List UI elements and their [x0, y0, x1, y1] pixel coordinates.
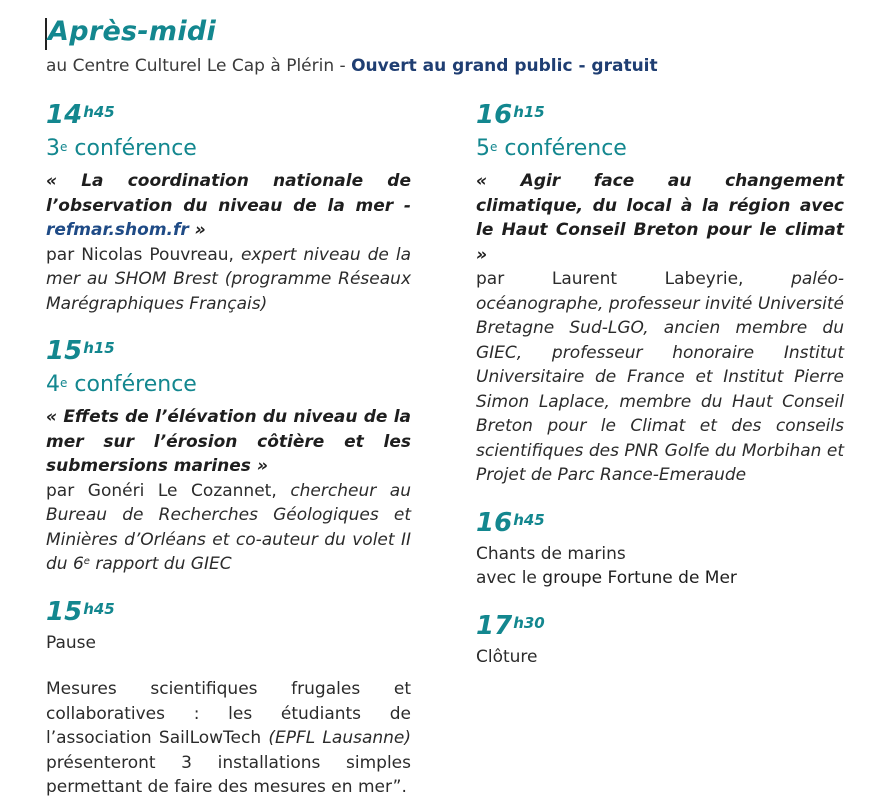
speaker-line — [46, 243, 411, 317]
performer-line — [476, 566, 844, 591]
ordinal-suffix: e — [60, 376, 68, 390]
venue-text: au Centre Culturel Le Cap à Plérin - — [46, 56, 352, 76]
conference-ordinal: 4 — [46, 372, 60, 397]
session-1730 — [476, 611, 844, 670]
talk-title-close: » — [188, 220, 206, 240]
conference-number — [46, 134, 411, 164]
text-cursor — [45, 18, 47, 50]
time-minutes: h30 — [513, 613, 545, 632]
by-word: par — [46, 480, 88, 501]
time-hour: 16 — [476, 507, 513, 538]
workshop-text: Mesures scientifiques frugales et collaboratives : les étudiants de l’association SailLowTech — [46, 679, 411, 748]
conference-word: conférence — [497, 136, 627, 161]
time-hour: 14 — [46, 100, 83, 130]
performer-name: groupe Fortune de Mer — [542, 568, 737, 588]
speaker-name: Gonéri Le Cozannet, — [87, 480, 277, 501]
workshop-description — [46, 677, 411, 800]
subtitle — [46, 56, 866, 76]
time-label — [476, 100, 844, 130]
speaker-role: expert niveau de la mer au SHOM Brest (programme Réseaux Marégraphiques Français) — [46, 244, 411, 314]
refmar-link[interactable]: refmar.shom.fr — [46, 220, 189, 240]
session-1515 — [46, 336, 411, 577]
activity-label: Chants de marins — [476, 543, 626, 564]
conference-ordinal: 3 — [46, 136, 60, 161]
speaker-name: Nicolas Pouvreau, — [81, 244, 234, 265]
time-minutes: h45 — [513, 510, 545, 529]
time-minutes: h45 — [83, 599, 115, 618]
time-minutes: h15 — [83, 339, 115, 357]
session-1645 — [476, 508, 844, 591]
session-1545 — [46, 597, 411, 800]
ordinal-suffix: e — [60, 140, 68, 154]
time-label — [46, 597, 411, 627]
conference-word: conférence — [67, 372, 197, 397]
by-word: par — [476, 269, 552, 289]
conference-word: conférence — [67, 136, 197, 161]
talk-title — [46, 169, 411, 243]
time-minutes: h15 — [513, 103, 545, 121]
talk-title: « Agir face au changement climatique, du local à la région avec le Haut Conseil Breton pour le climat » — [476, 171, 844, 265]
page-title: Après-midi — [48, 16, 217, 47]
closing-label: Clôture — [476, 646, 538, 667]
time-minutes: h45 — [83, 103, 115, 121]
session-1445 — [46, 100, 411, 316]
access-text: Ouvert au grand public - gratuit — [351, 56, 658, 76]
session-1615 — [476, 100, 844, 488]
time-label — [46, 100, 411, 130]
time-label — [476, 611, 844, 641]
left-column — [46, 100, 411, 800]
time-hour: 17 — [476, 610, 513, 641]
speaker-role-end: rapport du GIEC — [89, 554, 232, 574]
conference-number — [46, 370, 411, 400]
speaker-line — [46, 479, 411, 577]
talk-title-text: « La coordination nationale de l’observation du niveau de la mer - — [46, 171, 411, 216]
speaker-line — [476, 267, 844, 488]
by-word: par — [46, 244, 82, 265]
ordinal-suffix: e — [490, 140, 498, 154]
time-hour: 15 — [46, 596, 83, 627]
conference-ordinal: 5 — [476, 136, 490, 161]
speaker-role-text: chercheur au Bureau de Recherches Géologiques et Minières d’Orléans et co-auteur du volet II du 6 — [46, 480, 411, 574]
time-label — [476, 508, 844, 538]
time-hour: 15 — [46, 336, 83, 366]
speaker-name: Laurent Labeyrie, — [551, 269, 744, 289]
right-column — [476, 100, 844, 669]
speaker-role: paléo-océanographe, professeur invité Université Bretagne Sud-LGO, ancien membre du GIEC, professeur honoraire Institut Universitaire de France et Institut Pierre Simon Laplace, membre du Haut Conseil Breton pour le Climat et des conseils scientifiques des PNR Golfe du Morbihan et Projet de Parc Rance-Emeraude — [476, 269, 844, 485]
workshop-affiliation: (EPFL Lausanne) — [268, 728, 412, 748]
performer-prefix: avec le — [476, 568, 543, 588]
talk-title: « Effets de l’élévation du niveau de la mer sur l’érosion côtière et les submersions marines » — [46, 407, 411, 476]
time-label — [46, 336, 411, 366]
time-hour: 16 — [476, 100, 513, 130]
workshop-text-end: présenteront 3 installations simples permettant de faire des mesures en mer”. — [46, 752, 411, 797]
conference-number — [476, 134, 844, 164]
ordinal-suffix: e — [83, 556, 90, 567]
pause-label: Pause — [46, 632, 96, 653]
